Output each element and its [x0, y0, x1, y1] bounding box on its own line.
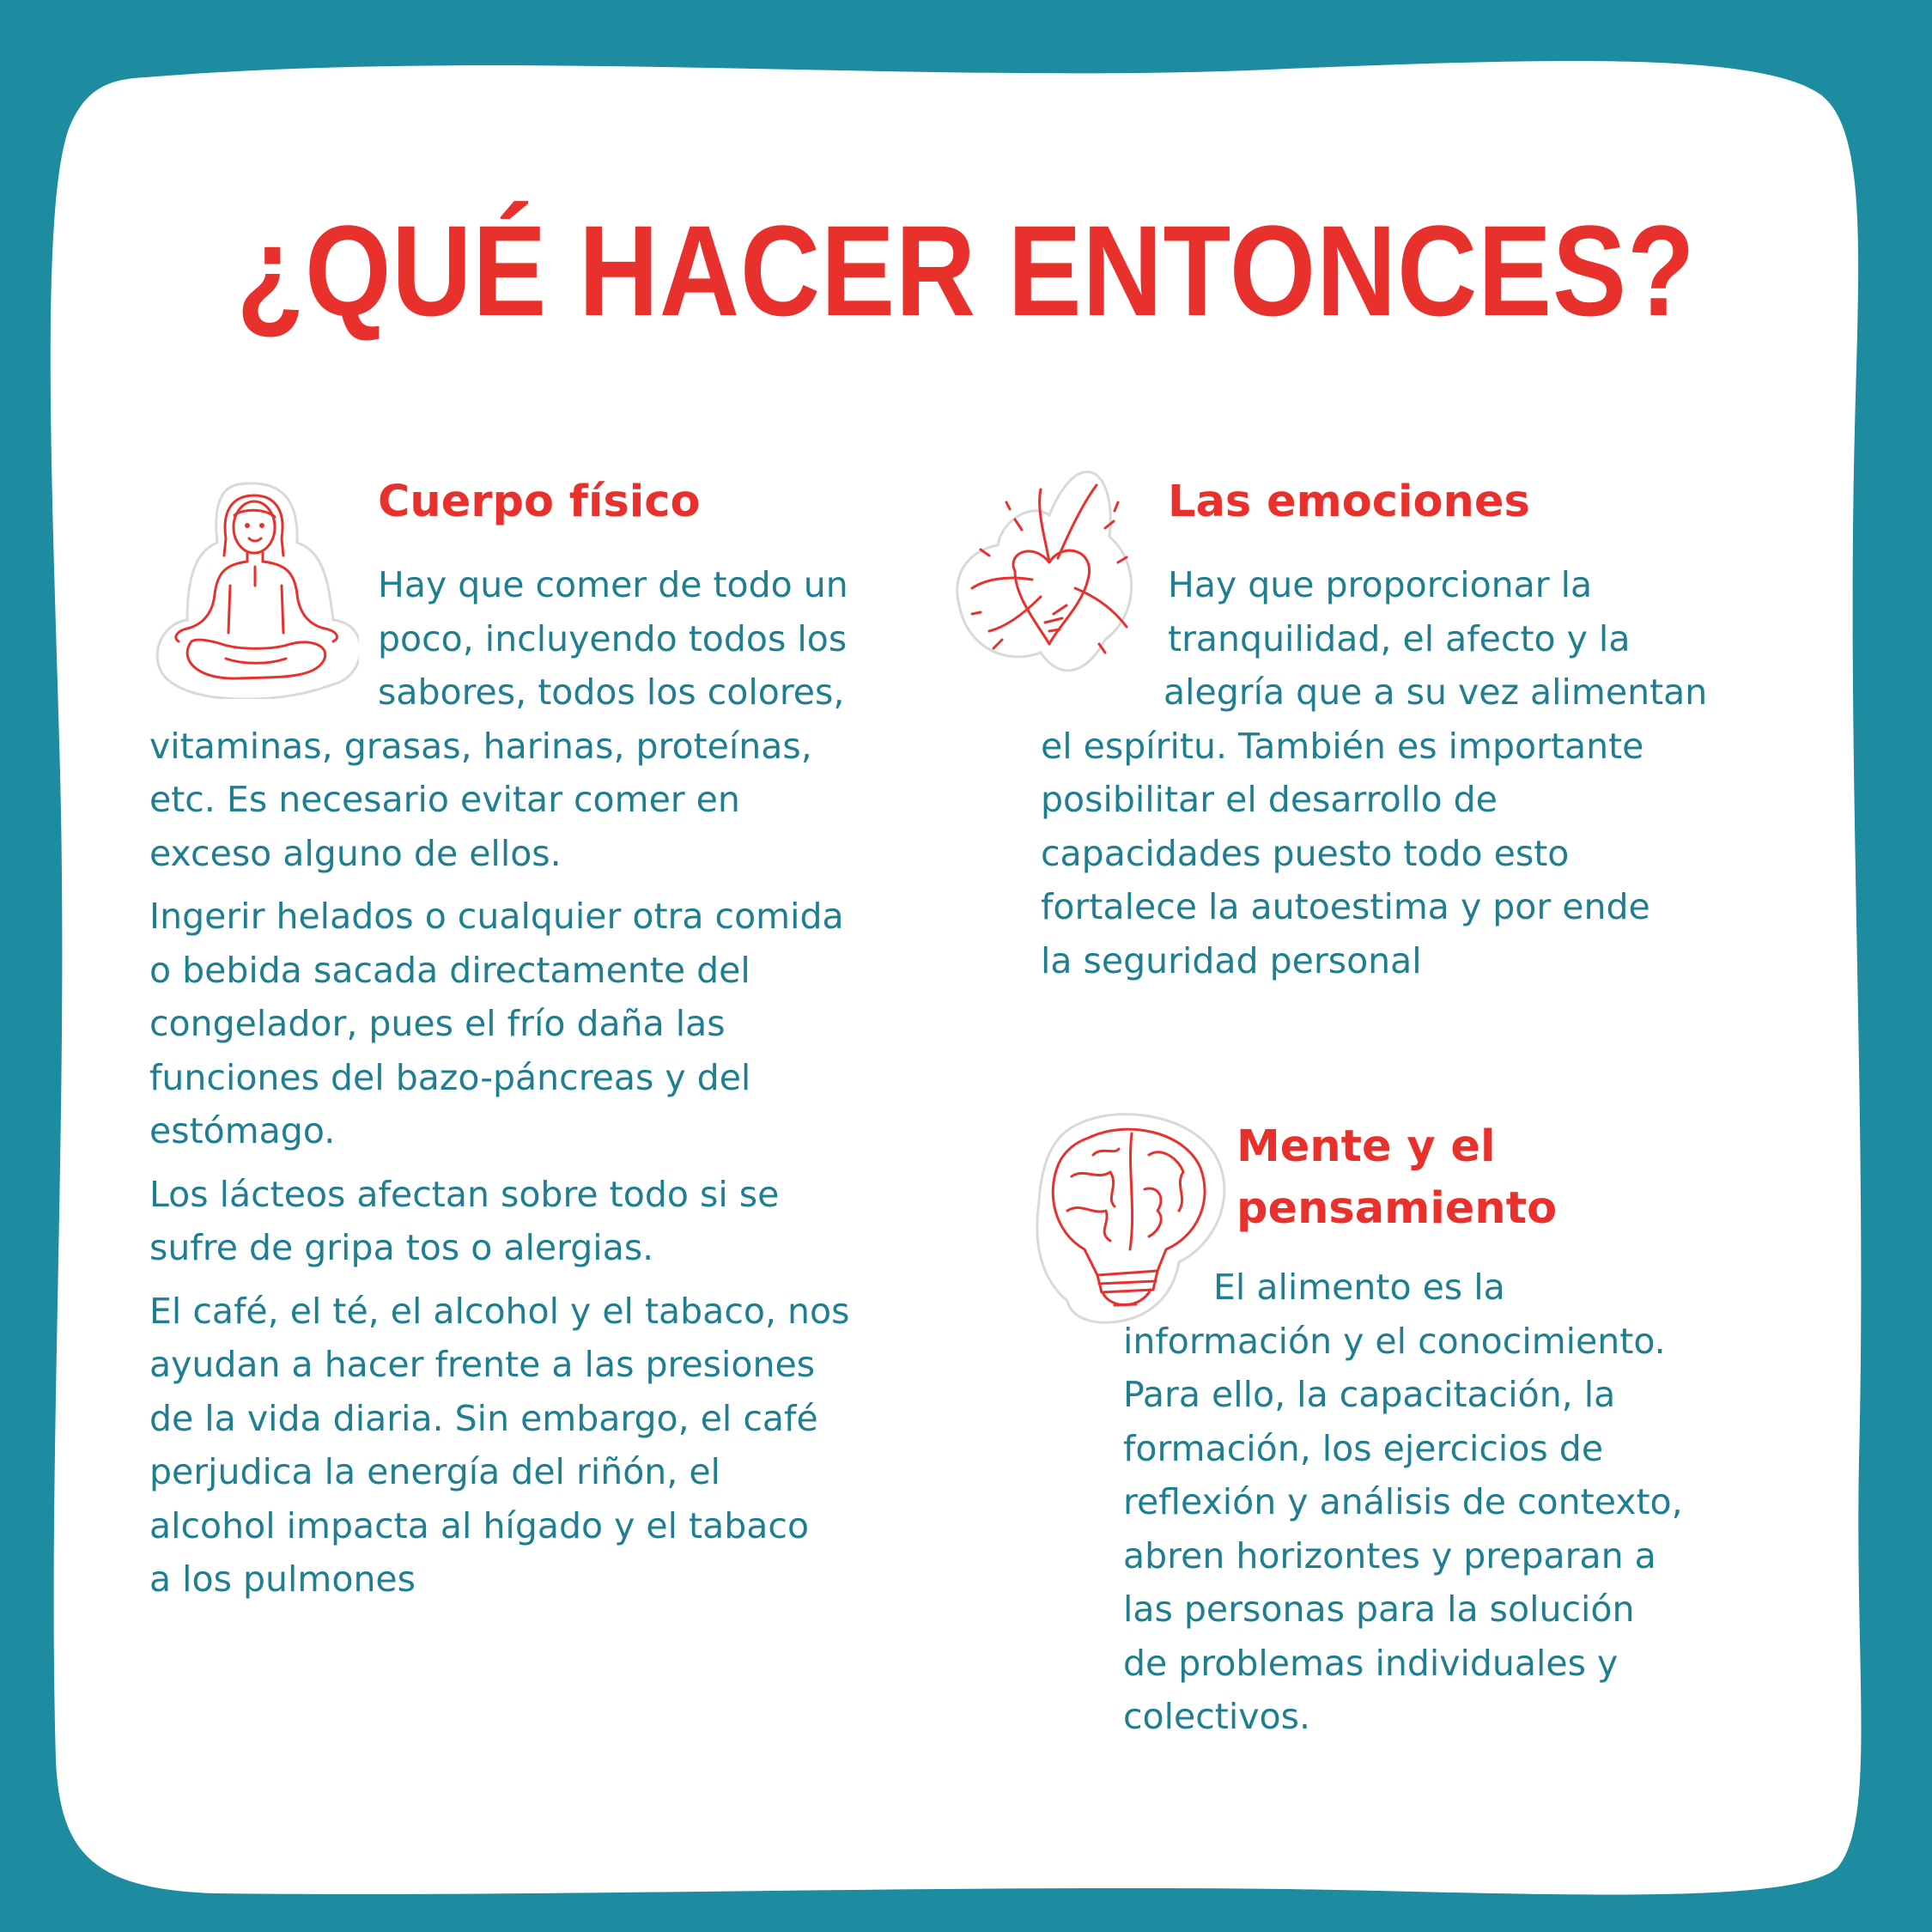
body-line: El café, el té, el alcohol y el tabaco, nos: [149, 1290, 850, 1332]
body-line: Hay que proporcionar la: [1168, 564, 1593, 605]
body-line: abren horizontes y preparan a: [1123, 1534, 1656, 1577]
bursting-heart-icon: [955, 468, 1144, 678]
brain-lightbulb-icon: [1029, 1108, 1230, 1327]
body-line: sabores, todos los colores,: [378, 671, 845, 713]
body-line: poco, incluyendo todos los: [378, 617, 848, 659]
body-line: Los lácteos afectan sobre todo si se: [149, 1173, 780, 1215]
body-line: a los pulmones: [149, 1558, 416, 1600]
body-line: Ingerir helados o cualquier otra comida: [149, 896, 844, 937]
body-line: formación, los ejercicios de: [1123, 1427, 1604, 1469]
body-line: el espíritu. También es importante: [1041, 725, 1644, 767]
body-line: información y el conocimiento.: [1123, 1320, 1666, 1362]
body-line: alcohol impacta al hígado y el tabaco: [149, 1504, 810, 1546]
body-line: tranquilidad, el afecto y la: [1168, 617, 1631, 659]
body-line: funciones del bazo-páncreas y del: [149, 1056, 751, 1098]
heading-line: pensamiento: [1236, 1183, 1558, 1234]
body-line: fortalece la autoestima y por ende: [1041, 886, 1650, 927]
body-line: Para ello, la capacitación, la: [1123, 1374, 1616, 1415]
body-line: etc. Es necesario evitar comer en: [149, 779, 740, 820]
heading-las-emociones: Las emociones: [1168, 477, 1530, 527]
body-line: colectivos.: [1123, 1696, 1310, 1737]
body-line: congelador, pues el frío daña las: [149, 1003, 726, 1044]
body-line: exceso alguno de ellos.: [149, 832, 562, 874]
body-line: o bebida sacada directamente del: [149, 949, 750, 991]
body-line: alegría que a su vez alimentan: [1163, 671, 1708, 713]
body-line: la seguridad personal: [1041, 939, 1422, 981]
body-line: perjudica la energía del riñón, el: [149, 1451, 720, 1492]
body-line: ayudan a hacer frente a las presiones: [149, 1344, 816, 1385]
body-line: de problemas individuales y: [1123, 1642, 1619, 1684]
body-line: Hay que comer de todo un: [378, 564, 848, 605]
body-line: capacidades puesto todo esto: [1041, 832, 1570, 874]
page-title: ¿QUÉ HACER ENTONCES?: [236, 198, 1696, 343]
body-line: sufre de gripa tos o alergias.: [149, 1227, 654, 1268]
body-line: estómago.: [149, 1110, 336, 1151]
body-line: vitaminas, grasas, harinas, proteínas,: [149, 725, 812, 767]
heading-cuerpo-fisico: Cuerpo físico: [378, 477, 701, 527]
body-line: de la vida diaria. Sin embargo, el café: [149, 1397, 818, 1439]
body-line: El alimento es la: [1213, 1267, 1505, 1308]
meditating-person-icon: [153, 474, 359, 699]
body-line: las personas para la solución: [1123, 1589, 1635, 1630]
body-line: reflexión y análisis de contexto,: [1123, 1481, 1683, 1522]
body-line: posibilitar el desarrollo de: [1041, 779, 1498, 820]
heading-line: Mente y el: [1236, 1121, 1496, 1172]
